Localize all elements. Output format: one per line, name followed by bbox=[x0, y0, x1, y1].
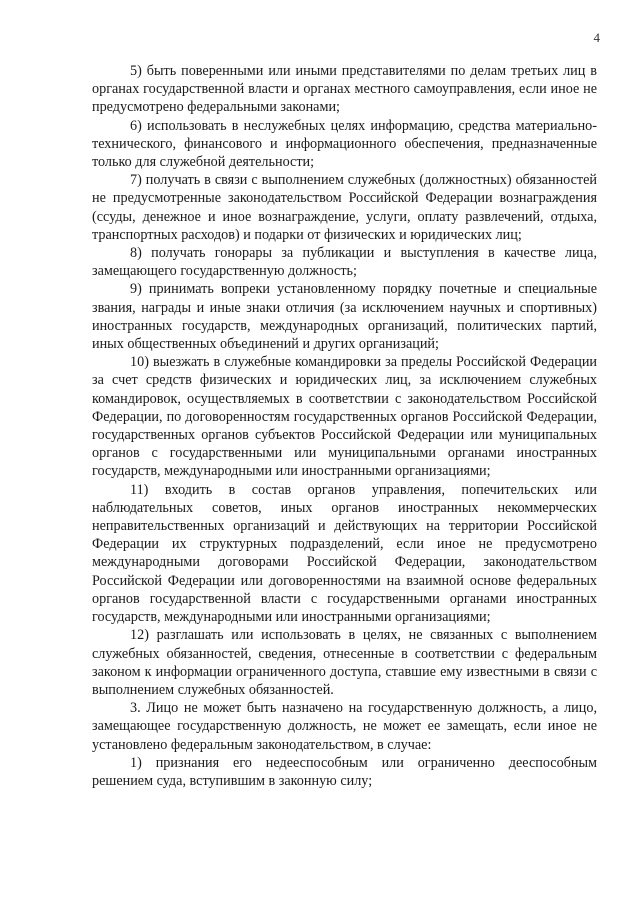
paragraph-item-9: 9) принимать вопреки установленному порядку почетные и специальные звания, награды и иные знаки отличия (за исключением научных и спортивных) иностранных государств, международных организаций, политических партий, иных общественных объединений и других организаций; bbox=[92, 281, 597, 353]
paragraph-item-5: 5) быть поверенными или иными представителями по делам третьих лиц в органах государственной власти и органах местного самоуправления, если иное не предусмотрено федеральными законами; bbox=[92, 63, 597, 116]
paragraph-item-12: 12) разглашать или использовать в целях, не связанных с выполнением служебных обязанностей, сведения, отнесенные в соответствии с федеральным законом к информации ограниченного доступа, ставшие ему известными в связи с выполнением служебных обязанностей. bbox=[92, 627, 597, 698]
document-body bbox=[92, 62, 597, 790]
paragraph-item-8: 8) получать гонорары за публикации и выступления в качестве лица, замещающего государственную должность; bbox=[92, 245, 597, 280]
paragraph-item-10: 10) выезжать в служебные командировки за пределы Российской Федерации за счет средств физических и юридических лиц, за исключением служебных командировок, осуществляемых в соответствии с законодательством Российской Федерации, по договоренностям государственных органов Российской Федерации, государственных органов субъектов Российской Федерации или муниципальных органов с государственными или муниципальными органами иностранных государств, международными или иностранными организациями; bbox=[92, 354, 597, 480]
paragraph-item-7: 7) получать в связи с выполнением служебных (должностных) обязанностей не предусмотренные законодательством Российской Федерации вознаграждения (ссуды, денежное и иное вознаграждение, услуги, оплату развлечений, отдыха, транспортных расходов) и подарки от физических и юридических лиц; bbox=[92, 172, 597, 243]
paragraph-item-11: 11) входить в состав органов управления, попечительских или наблюдательных советов, иных органов иностранных некоммерческих неправительственных организаций и действующих на территории Российской Федерации их структурных подразделений, если иное не предусмотрено международными договорами Российской Федерации, законодательством Российской Федерации или договоренностями на взаимной основе федеральных органов государственной власти с государственными органами иностранных государств, международными или иностранными организациями; bbox=[92, 481, 597, 626]
paragraph-subitem-1: 1) признания его недееспособным или ограниченно дееспособным решением суда, вступившим в законную силу; bbox=[92, 754, 597, 789]
paragraph-item-6: 6) использовать в неслужебных целях информацию, средства материально-технического, финансового и информационного обеспечения, предназначенные только для служебной деятельности; bbox=[92, 117, 597, 171]
paragraph-section-3: 3. Лицо не может быть назначено на государственную должность, а лицо, замещающее государственную должность, не может ее замещать, если иное не установлено федеральным законодательством, в случае: bbox=[92, 700, 597, 753]
page-number: 4 bbox=[593, 30, 600, 45]
